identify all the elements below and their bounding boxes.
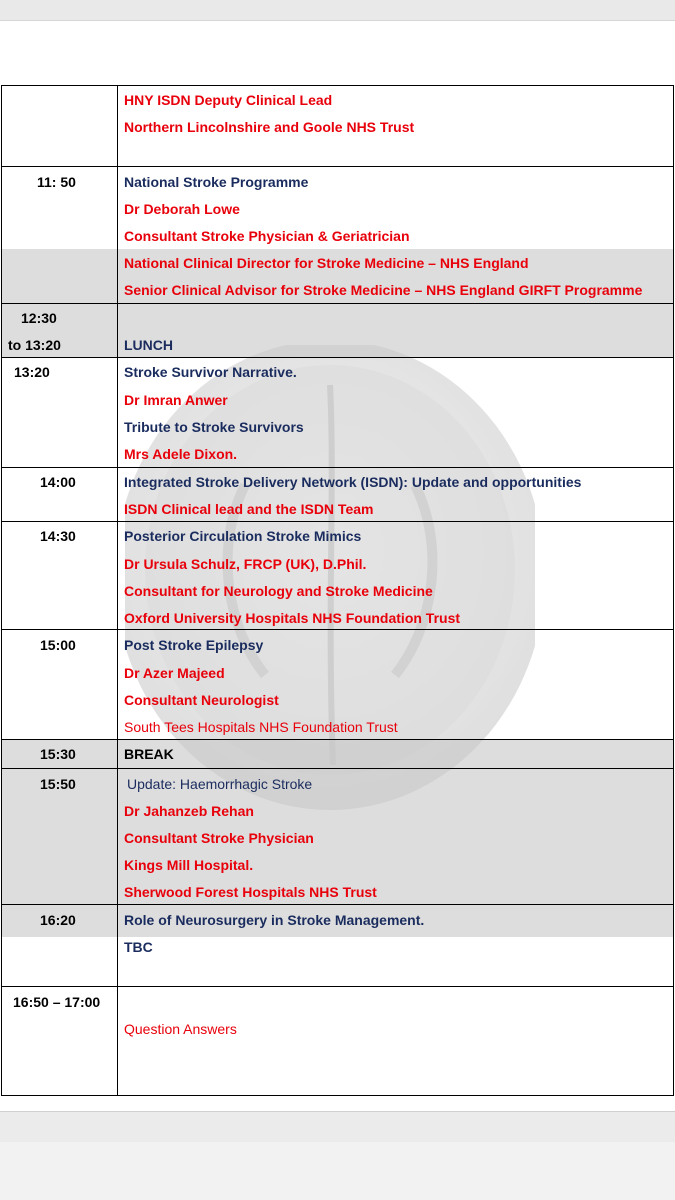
session-time: 15:30 xyxy=(40,746,76,762)
session-title: Post Stroke Epilepsy xyxy=(124,637,264,653)
session-time: 15:00 xyxy=(40,637,76,653)
speaker-name: ISDN Clinical lead and the ISDN Team xyxy=(124,501,374,517)
divider xyxy=(1,986,674,987)
bottom-toolbar xyxy=(0,1111,675,1142)
divider xyxy=(1,629,674,630)
speaker-organisation: Sherwood Forest Hospitals NHS Trust xyxy=(124,884,377,900)
divider xyxy=(1,166,674,167)
session-time: 16:20 xyxy=(40,912,76,928)
speaker-role: Senior Clinical Advisor for Stroke Medicine – NHS England GIRFT Programme xyxy=(124,282,643,298)
divider xyxy=(1,739,674,740)
speaker-name: Mrs Adele Dixon. xyxy=(124,446,238,462)
table-row xyxy=(1,937,673,986)
divider xyxy=(117,85,118,1095)
speaker-organisation: South Tees Hospitals NHS Foundation Trust xyxy=(124,719,398,735)
speaker-role: National Clinical Director for Stroke Medicine – NHS England xyxy=(124,255,529,271)
speaker-name: Dr Jahanzeb Rehan xyxy=(124,803,254,819)
speaker-role: Consultant Stroke Physician & Geriatrician xyxy=(124,228,410,244)
divider xyxy=(1,1095,674,1096)
divider xyxy=(1,85,2,1095)
speaker-organisation: Kings Mill Hospital. xyxy=(124,857,254,873)
speaker-organisation: Oxford University Hospitals NHS Foundation Trust xyxy=(124,610,461,626)
session-title: BREAK xyxy=(124,746,174,762)
session-time: 14:30 xyxy=(40,528,76,544)
divider xyxy=(1,357,674,358)
speaker-role: Consultant Stroke Physician xyxy=(124,830,314,846)
speaker-name: TBC xyxy=(124,939,153,955)
speaker-role: Consultant Neurologist xyxy=(124,692,279,708)
session-time: 15:50 xyxy=(40,776,76,792)
speaker-role: HNY ISDN Deputy Clinical Lead xyxy=(124,92,333,108)
divider xyxy=(1,521,674,522)
session-title: Update: Haemorrhagic Stroke xyxy=(127,776,313,792)
top-toolbar xyxy=(0,0,675,21)
session-title: Role of Neurosurgery in Stroke Management. xyxy=(124,912,425,928)
speaker-organisation: Northern Lincolnshire and Goole NHS Trust xyxy=(124,119,415,135)
session-title: Tribute to Stroke Survivors xyxy=(124,419,304,435)
session-time: 13:20 xyxy=(14,364,50,380)
session-time: 11: 50 xyxy=(37,174,76,190)
session-time: 12:30 xyxy=(21,310,57,326)
divider xyxy=(1,904,674,905)
session-title: Stroke Survivor Narrative. xyxy=(124,364,297,380)
divider xyxy=(1,768,674,769)
speaker-name: Dr Azer Majeed xyxy=(124,665,225,681)
speaker-role: Consultant for Neurology and Stroke Medicine xyxy=(124,583,433,599)
session-title: LUNCH xyxy=(124,337,173,353)
speaker-name: Dr Ursula Schulz, FRCP (UK), D.Phil. xyxy=(124,556,367,572)
divider xyxy=(673,85,674,1095)
session-time: 14:00 xyxy=(40,474,76,490)
session-title: Posterior Circulation Stroke Mimics xyxy=(124,528,362,544)
session-title: Question Answers xyxy=(124,1021,237,1037)
session-title: National Stroke Programme xyxy=(124,174,309,190)
divider xyxy=(1,85,674,86)
session-time: to 13:20 xyxy=(8,337,61,353)
session-title: Integrated Stroke Delivery Network (ISDN): Update and opportunities xyxy=(124,474,582,490)
divider xyxy=(1,303,674,304)
speaker-name: Dr Deborah Lowe xyxy=(124,201,240,217)
speaker-name: Dr Imran Anwer xyxy=(124,392,228,408)
divider xyxy=(1,467,674,468)
session-time: 16:50 – 17:00 xyxy=(13,994,101,1010)
